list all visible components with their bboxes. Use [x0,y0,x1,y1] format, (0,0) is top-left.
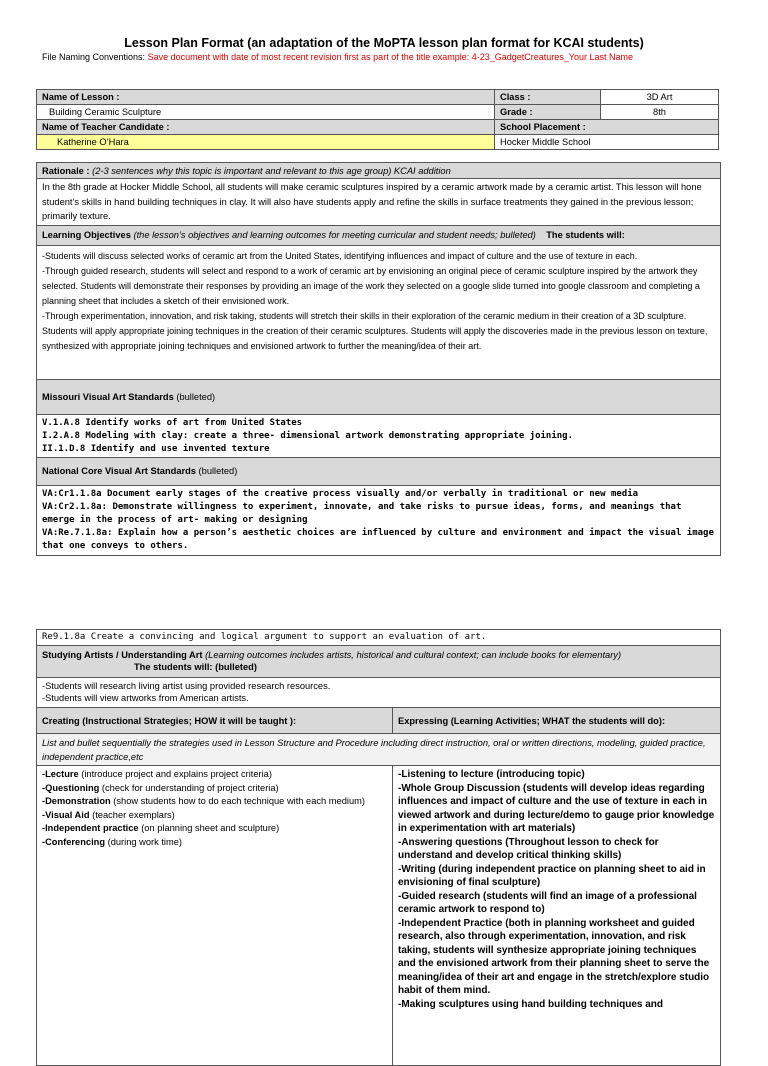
class-label: Class : [495,90,601,105]
lesson-info-table [36,89,719,150]
class-value: 3D Art [601,90,719,105]
missouri-item: I.2.A.8 Modeling with clay: create a three- dimensional artwork demonstrating appropriate joining. [42,430,574,441]
creating-item: -Independent practice (on planning sheet and sculpture) [42,823,280,833]
page-title: Lesson Plan Format (an adaptation of the MoPTA lesson plan format for KCAI students) [124,36,644,50]
lesson-detail-table [36,162,721,556]
rationale-text: In the 8th grade at Hocker Middle School, all students will make ceramic sculptures inspired by a ceramic artwork made by a ceramic artist. This lesson will hone student’s skills in hand building techniques in clay. It will also have students apply and refine the skills in surface treatments they gained in the previous lesson; primarily texture. [37,179,721,226]
studying-header [37,646,721,678]
naming-text: Save document with date of most recent revision first as part of the title example: 4-23_GadgetCreatures_Your Last Name [147,52,633,62]
national-item: VA:Cr1.1.8a Document early stages of the creative process visually and/or verbally in traditional or new media [42,488,639,499]
studying-label: Studying Artists / Understanding Art [42,650,203,660]
grade-label: Grade : [495,105,601,120]
objectives-header [37,225,721,245]
lesson-name-label: Name of Lesson : [37,90,495,105]
creating-list [37,766,393,1066]
objective-item: -Through guided research, students will select and respond to a work of ceramic art by envisioning an original piece of ceramic sculpture inspired by the artwork they selected. Students will demonstrate their responses by providing an image of the work they selected on a google slide turned into google classroom and completing a planning sheet that includes a sketch of their envisioned work. [42,265,700,306]
missouri-header [37,379,721,414]
national-label: National Core Visual Art Standards [42,466,196,476]
studying-will: The students will: (bulleted) [134,662,257,672]
national-item: VA:Re.7.1.8a: Explain how a person’s aesthetic choices are influenced by culture and environment and impact the visual image that one conveys to others. [42,527,714,551]
studying-item: -Students will view artworks from American artists. [42,693,249,703]
national-item: VA:Cr2.1.8a: Demonstrate willingness to experiment, innovate, and take risks to pursue ideas, forms, and meanings that emerge in the process of art- making or designing [42,501,682,525]
rationale-header [37,163,721,179]
creating-item: -Questioning (check for understanding of project criteria) [42,782,279,793]
national-note: (bulleted) [198,466,238,476]
missouri-note: (bulleted) [176,391,216,402]
rationale-label: Rationale : [42,166,90,176]
teacher-label: Name of Teacher Candidate : [37,120,495,135]
objectives-will: The students will: [546,229,625,240]
expressing-item: -Guided research (students will find an image of a professional ceramic artwork to respond to) [398,890,697,915]
expressing-item: -Listening to lecture (introducing topic) [398,769,585,780]
creating-item: -Lecture (introduce project and explains project criteria) [42,769,272,779]
studying-list [37,678,721,708]
national-list [37,485,721,555]
objectives-label: Learning Objectives [42,229,131,240]
expressing-item: -Making sculptures using hand building techniques and [398,998,664,1010]
expressing-item: -Writing (during independent practice on planning sheet to aid in envisioning of final sculpture) [398,863,706,888]
rationale-note: (2-3 sentences why this topic is important and relevant to this age group) KCAI addition [92,166,451,176]
re-standard: Re9.1.8a Create a convincing and logical argument to support an evaluation of art. [37,630,721,646]
creating-header: Creating (Instructional Strategies; HOW it will be taught ): [37,708,393,734]
missouri-list [37,414,721,457]
grade-value: 8th [601,105,719,120]
school-label: School Placement : [495,120,719,135]
list-note: List and bullet sequentially the strategies used in Lesson Structure and Procedure including direct instruction, oral or written directions, modeling, guided practice, independent practice,etc [37,734,721,766]
file-naming-conventions [42,51,722,63]
expressing-item: -Independent Practice (both in planning worksheet and guided research, also through experimentation, innovation, and risk taking, students will synthesize appropriate joining techniques and the envisioned artwork from their planning sheet to serve the meaning/idea of their art and engage in the stretch/explore studio habit of them mind. [398,917,710,996]
naming-label: File Naming Conventions: [42,52,146,62]
creating-item: -Visual Aid (teacher exemplars) [42,809,175,820]
teacher-value: Katherine O’Hara [37,135,495,150]
missouri-label: Missouri Visual Art Standards [42,391,174,402]
school-value: Hocker Middle School [495,135,719,150]
lesson-name-value: Building Ceramic Sculpture [37,105,495,120]
objective-item: -Students will discuss selected works of ceramic art from the United States, identifying influences and impact of culture and the use of texture in each. [42,250,638,261]
objectives-note: (the lesson’s objectives and learning outcomes for meeting curricular and student needs; bulleted) [133,229,536,240]
expressing-header: Expressing (Learning Activities; WHAT the students will do): [393,708,721,734]
lesson-strategies-table [36,629,721,1066]
creating-item: -Conferencing (during work time) [42,836,182,847]
expressing-list [393,766,721,1066]
creating-item: -Demonstration (show students how to do each technique with each medium) [42,796,365,806]
objectives-list [37,245,721,379]
studying-item: -Students will research living artist using provided research resources. [42,681,331,691]
expressing-item: -Answering questions (Throughout lesson to check for understand and develop critical thinking skills) [398,836,659,861]
national-header [37,457,721,485]
studying-note: (Learning outcomes includes artists, historical and cultural context; can include books for elementary) [205,650,622,660]
objective-item: -Through experimentation, innovation, and risk taking, students will stretch their skills in their exploration of the ceramic medium in their creation of a 3D sculpture. Students will apply appropriate joining techniques in the creation of their ceramic sculptures. Students will apply the discoveries made in the previous lesson on texture, synthesized with appropriate joining techniques and envisioned artwork to further the meaning/idea of their art. [42,310,708,351]
missouri-item: V.1.A.8 Identify works of art from United States [42,417,303,428]
expressing-item: -Whole Group Discussion (students will develop ideas regarding influences and impact of culture and the use of texture in each in viewed artwork and during lecture/demo to gauge prior knowledge in experimentation with art materials) [398,782,715,834]
missouri-item: II.1.D.8 Identify and use invented texture [42,443,270,454]
